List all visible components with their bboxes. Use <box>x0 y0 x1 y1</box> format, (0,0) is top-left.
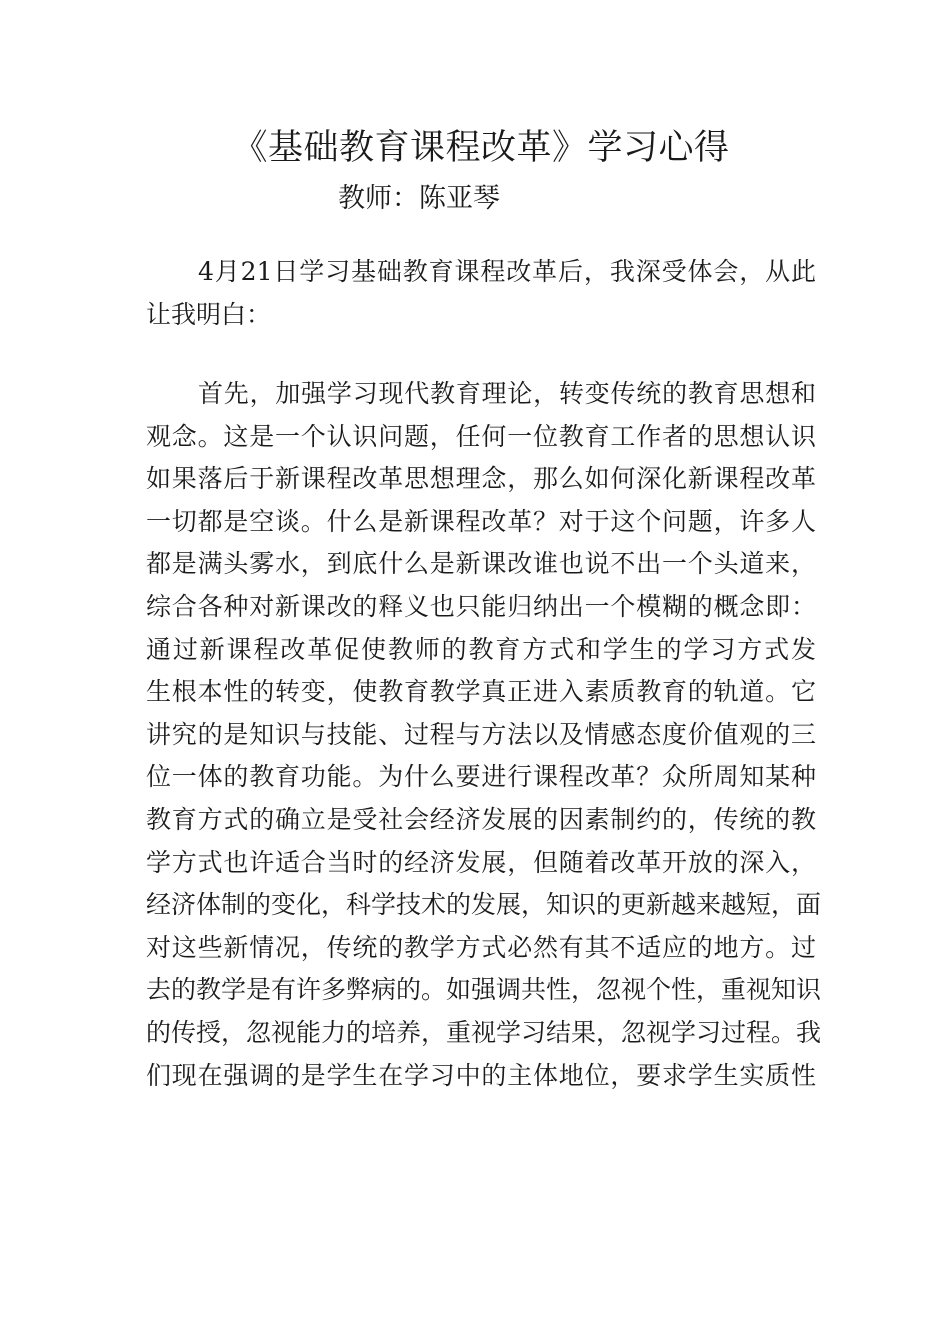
paragraph-line: 如果落后于新课程改革思想理念，那么如何深化新课程改革 <box>146 464 816 494</box>
paragraph-body <box>146 373 822 1097</box>
paragraph-line: 首先，加强学习现代教育理论，转变传统的教育思想和 <box>198 379 816 408</box>
paragraph-line: 的传授，忽视能力的培养，重视学习结果，忽视学习过程。我 <box>146 1017 822 1047</box>
paragraph-line: 经济体制的变化，科学技术的发展，知识的更新越来越短，面 <box>146 890 822 920</box>
paragraph-line: 讲究的是知识与技能、过程与方法以及情感态度价值观的三 <box>146 719 816 749</box>
paragraph-line: 4月21日学习基础教育课程改革后，我深受体会，从此 <box>198 257 816 286</box>
paragraph-line: 生根本性的转变，使教育教学真正进入素质教育的轨道。它 <box>146 677 816 707</box>
paragraph-intro <box>146 251 816 336</box>
author-line: 教师：陈亚琴 <box>338 183 500 214</box>
paragraph-line: 观念。这是一个认识问题，任何一位教育工作者的思想认识 <box>146 421 816 451</box>
paragraph-line: 一切都是空谈。什么是新课程改革？对于这个问题，许多人 <box>146 506 816 536</box>
paragraph-line: 对这些新情况，传统的教学方式必然有其不适应的地方。过 <box>146 932 816 962</box>
paragraph-line: 教育方式的确立是受社会经济发展的因素制约的，传统的教 <box>146 804 816 834</box>
paragraph-line: 通过新课程改革促使教师的教育方式和学生的学习方式发 <box>146 634 816 664</box>
paragraph-line: 让我明白： <box>146 299 272 329</box>
paragraph-line: 位一体的教育功能。为什么要进行课程改革？众所周知某种 <box>146 762 816 792</box>
paragraph-line: 去的教学是有许多弊病的。如强调共性，忽视个性，重视知识 <box>146 975 822 1005</box>
paragraph-line: 都是满头雾水，到底什么是新课改谁也说不出一个头道来， <box>146 549 816 579</box>
paragraph-line: 们现在强调的是学生在学习中的主体地位，要求学生实质性 <box>146 1060 816 1090</box>
paragraph-line: 综合各种对新课改的释义也只能归纳出一个模糊的概念即： <box>146 591 816 621</box>
document-title: 《基础教育课程改革》学习心得 <box>232 128 730 168</box>
paragraph-line: 学方式也许适合当时的经济发展，但随着改革开放的深入， <box>146 847 816 877</box>
